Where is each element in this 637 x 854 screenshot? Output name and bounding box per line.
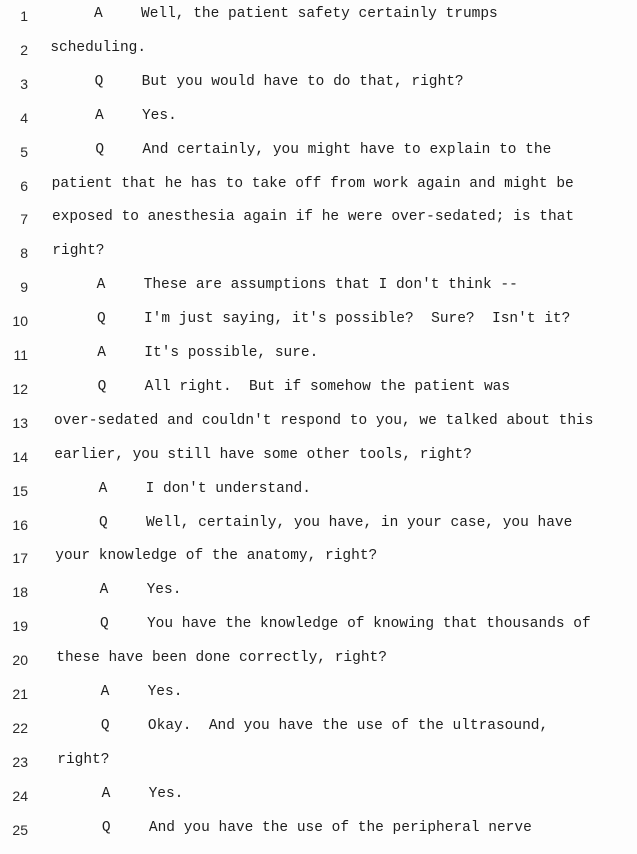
transcript-line: [0, 243, 637, 277]
line-number: 7: [20, 211, 28, 228]
speaker-label: Q: [101, 819, 111, 836]
speaker-label: Q: [99, 616, 109, 633]
transcript-line: [0, 481, 637, 515]
testimony-text: scheduling.: [50, 39, 147, 56]
transcript-line: [0, 379, 637, 413]
transcript-line: [0, 277, 637, 311]
line-number: 17: [12, 550, 28, 567]
transcript-line: [0, 142, 637, 176]
testimony-text: And certainly, you might have to explain to the: [142, 141, 552, 158]
line-number: 20: [12, 652, 28, 669]
speaker-label: A: [98, 480, 108, 497]
testimony-text: All right. But if somehow the patient was: [144, 378, 511, 395]
line-number: 13: [12, 414, 28, 431]
line-number: 23: [12, 753, 28, 770]
transcript-line: [0, 40, 637, 74]
speaker-label: A: [96, 277, 106, 294]
testimony-text: exposed to anesthesia again if he were over-sedated; is that: [51, 209, 575, 226]
transcript-line: [0, 684, 637, 718]
speaker-label: A: [94, 107, 104, 124]
testimony-text: I'm just saying, it's possible? Sure? Isn't it?: [143, 311, 571, 328]
transcript-line: [0, 108, 637, 142]
line-number: 4: [20, 109, 28, 126]
testimony-text: These are assumptions that I don't think --: [143, 277, 518, 294]
speaker-label: A: [100, 684, 110, 700]
line-number: 6: [20, 177, 28, 194]
testimony-text: patient that he has to take off from work again and might be: [51, 175, 574, 192]
line-number: 15: [12, 482, 28, 499]
speaker-label: A: [99, 582, 109, 599]
testimony-text: But you would have to do that, right?: [141, 73, 464, 90]
testimony-text: I don't understand.: [145, 480, 311, 497]
line-number: 16: [12, 516, 28, 533]
line-number: 10: [12, 313, 28, 330]
line-number: 19: [12, 618, 28, 635]
testimony-text: your knowledge of the anatomy, right?: [55, 548, 378, 565]
testimony-text: Yes.: [141, 107, 177, 124]
line-number: 1: [20, 8, 28, 24]
line-number: 21: [12, 686, 28, 702]
speaker-label: Q: [98, 514, 108, 531]
testimony-text: Yes.: [147, 684, 183, 700]
line-number: 24: [12, 787, 28, 804]
testimony-text: over-sedated and couldn't respond to you, we talked about this: [53, 412, 594, 429]
transcript-line: [0, 6, 637, 40]
transcript-line: [0, 311, 637, 345]
line-number: 2: [20, 41, 28, 58]
transcript-line: [0, 447, 637, 481]
speaker-label: A: [97, 345, 106, 361]
speaker-label: Q: [94, 73, 104, 90]
speaker-label: Q: [100, 717, 110, 734]
testimony-text: Well, certainly, you have, in your case, you have: [145, 514, 573, 531]
line-number: 22: [12, 719, 28, 736]
transcript-line: [0, 176, 637, 210]
speaker-label: Q: [96, 311, 106, 328]
testimony-text: earlier, you still have some other tools, right?: [54, 446, 472, 463]
testimony-text: And you have the use of the peripheral nerve: [148, 819, 532, 836]
line-number: 25: [12, 821, 28, 838]
line-number: 3: [20, 75, 28, 92]
speaker-label: Q: [97, 378, 107, 395]
transcript-line: [0, 515, 637, 549]
transcript-line: [0, 820, 637, 854]
transcript-line: [0, 548, 637, 582]
transcript-line: [0, 582, 637, 616]
testimony-text: Well, the patient safety certainly trumps: [141, 6, 498, 22]
transcript-line: [0, 718, 637, 752]
testimony-text: right?: [57, 751, 110, 768]
testimony-text: You have the knowledge of knowing that thousands of: [146, 616, 591, 633]
transcript-line: [0, 413, 637, 447]
testimony-text: these have been done correctly, right?: [56, 650, 387, 667]
line-number: 8: [20, 245, 28, 262]
transcript-line: [0, 74, 637, 108]
transcript-line: [0, 616, 637, 650]
line-number: 14: [12, 448, 28, 465]
testimony-text: Yes.: [146, 582, 182, 599]
transcript-line: [0, 786, 637, 820]
line-number: 18: [12, 584, 28, 601]
line-number: 12: [12, 380, 28, 397]
transcript-line: [0, 209, 637, 243]
testimony-text: Yes.: [148, 785, 184, 802]
line-number: 9: [20, 279, 28, 296]
transcript-line: [0, 345, 637, 379]
line-number: 11: [13, 347, 28, 363]
speaker-label: A: [94, 6, 103, 22]
testimony-text: It's possible, sure.: [144, 345, 319, 361]
testimony-text: right?: [52, 243, 105, 260]
speaker-label: Q: [95, 141, 105, 158]
testimony-text: Okay. And you have the use of the ultrasound,: [147, 717, 549, 734]
transcript-line: [0, 752, 637, 786]
transcript-line: [0, 650, 637, 684]
line-number: 5: [20, 143, 28, 160]
speaker-label: A: [101, 785, 111, 802]
